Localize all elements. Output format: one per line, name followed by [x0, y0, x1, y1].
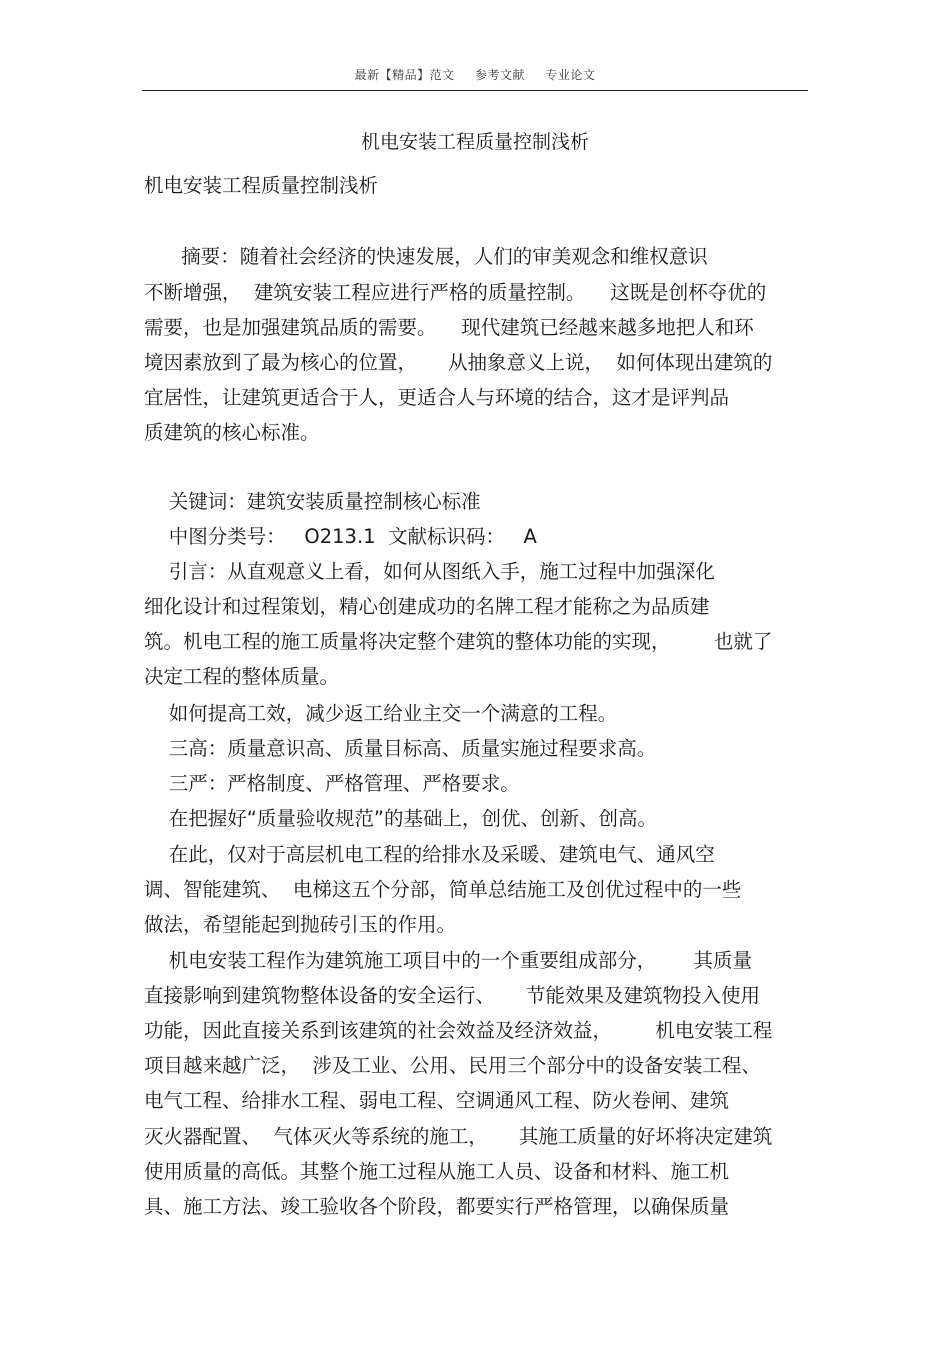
- header-item: 参考文献: [474, 68, 525, 82]
- body-line: 不断增强， 建筑安装工程应进行严格的质量控制。 这既是创杯夺优的: [144, 281, 767, 304]
- header-item: 最新【精品】范文: [354, 68, 455, 82]
- page-header: [0, 66, 950, 83]
- body-line: 需要，也是加强建筑品质的需要。 现代建筑已经越来越多地把人和环: [144, 316, 754, 339]
- body-line: 三高：质量意识高、质量目标高、质量实施过程要求高。: [144, 737, 657, 760]
- body-line: 引言：从直观意义上看，如何从图纸入手，施工过程中加强深化: [144, 560, 715, 583]
- body-line: 细化设计和过程策划，精心创建成功的名牌工程才能称之为品质建: [144, 595, 710, 618]
- body-line: 在把握好“质量验收规范”的基础上，创优、创新、创高。: [144, 807, 657, 830]
- body-line: 直接影响到建筑物整体设备的安全运行、 节能效果及建筑物投入使用: [144, 984, 760, 1007]
- document-subtitle: 机电安装工程质量控制浅析: [144, 174, 379, 197]
- body-line: 决定工程的整体质量。: [144, 665, 340, 688]
- body-line: 灭火器配置、 气体灭火等系统的施工， 其施工质量的好坏将决定建筑: [144, 1125, 773, 1148]
- body-line: 如何提高工效，减少返工给业主交一个满意的工程。: [144, 702, 618, 725]
- body-line: 具、施工方法、竣工验收各个阶段，都要实行严格管理，以确保质量: [144, 1195, 730, 1218]
- body-line: 关键词：建筑安装质量控制核心标准: [144, 490, 481, 513]
- body-line: 调、智能建筑、 电梯这五个分部，简单总结施工及创优过程中的一些: [144, 878, 742, 901]
- body-line: 机电安装工程作为建筑施工项目中的一个重要组成部分， 其质量: [144, 949, 752, 972]
- body-line: 功能，因此直接关系到该建筑的社会效益及经济效益， 机电安装工程: [144, 1019, 773, 1042]
- body-line: 筑。机电工程的施工质量将决定整个建筑的整体功能的实现， 也就了: [144, 630, 773, 653]
- body-line: 做法，希望能起到抛砖引玉的作用。: [144, 913, 457, 936]
- document-title: 机电安装工程质量控制浅析: [360, 131, 589, 153]
- body-line: 宜居性，让建筑更适合于人，更适合人与环境的结合，这才是评判品: [144, 386, 730, 409]
- header-rule: [142, 90, 808, 91]
- body-line: 在此，仅对于高层机电工程的给排水及采暖、建筑电气、通风空: [144, 843, 715, 866]
- header-item: 专业论文: [545, 68, 596, 82]
- body-line: 质建筑的核心标准。: [144, 421, 320, 444]
- body-line: 项目越来越广泛， 涉及工业、公用、民用三个部分中的设备安装工程、: [144, 1054, 761, 1077]
- body-line: 电气工程、给排水工程、弱电工程、空调通风工程、防火卷闸、建筑: [144, 1089, 730, 1112]
- body-line: 摘要：随着社会经济的快速发展，人们的审美观念和维权意识: [144, 245, 708, 268]
- body-line: 境因素放到了最为核心的位置， 从抽象意义上说， 如何体现出建筑的: [144, 351, 773, 374]
- body-line: 中图分类号： O213.1 文献标识码： A: [144, 525, 537, 548]
- body-line: 使用质量的高低。其整个施工过程从施工人员、设备和材料、施工机: [144, 1160, 730, 1183]
- body-line: 三严：严格制度、严格管理、严格要求。: [144, 772, 520, 795]
